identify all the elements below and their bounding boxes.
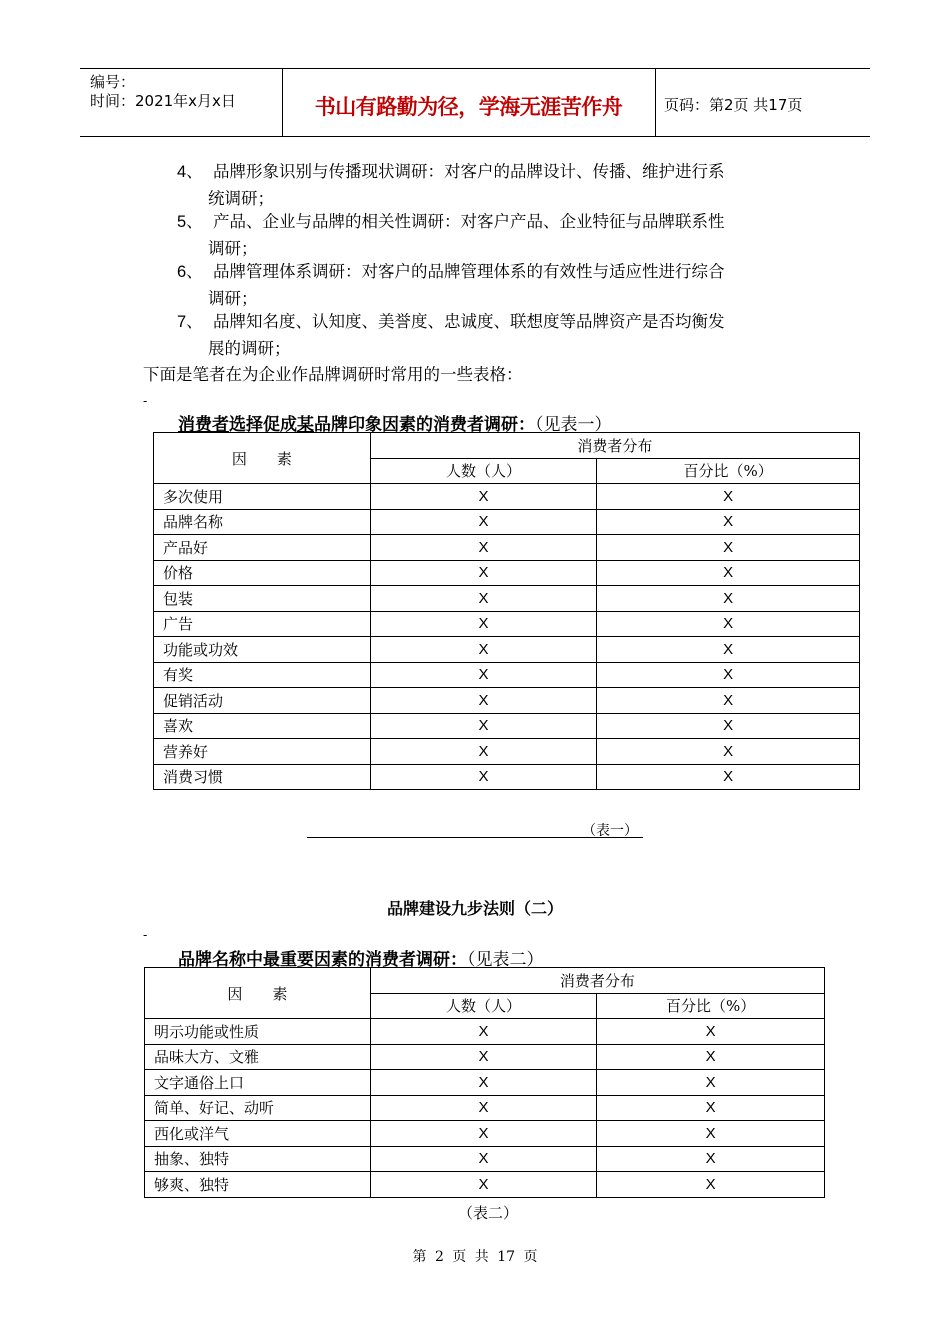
table-row xyxy=(145,1019,825,1045)
list-item-text: 品牌知名度、认知度、美誉度、忠诚度、联想度等品牌资产是否均衡发 xyxy=(213,312,725,331)
table-row xyxy=(145,1044,825,1070)
factor-cell: 明示功能或性质 xyxy=(145,1019,371,1045)
table-row xyxy=(154,739,860,765)
factor-cell: 功能或功效 xyxy=(154,637,371,663)
table-row xyxy=(154,586,860,612)
table1 xyxy=(153,432,860,790)
factor-cell: 品牌名称 xyxy=(154,509,371,535)
factor-cell: 有奖 xyxy=(154,662,371,688)
percent-cell: X xyxy=(597,688,860,714)
table2 xyxy=(144,967,825,1198)
list-item xyxy=(177,309,725,335)
count-cell: X xyxy=(370,1070,597,1096)
section-title: 品牌建设九步法则（二） xyxy=(386,899,563,918)
count-cell: X xyxy=(370,1019,597,1045)
table-row xyxy=(145,1146,825,1172)
table-row xyxy=(145,1070,825,1096)
header-top-rule xyxy=(80,68,870,69)
factor-cell: 品味大方、文雅 xyxy=(145,1044,371,1070)
dash-marker: - xyxy=(143,927,148,942)
factor-cell: 广告 xyxy=(154,611,371,637)
list-item-text: 产品、企业与品牌的相关性调研：对客户产品、企业特征与品牌联系性 xyxy=(213,212,725,231)
list-item xyxy=(177,209,725,235)
factor-cell: 营养好 xyxy=(154,739,371,765)
list-item-continuation: 统调研； xyxy=(208,189,274,208)
percent-cell: X xyxy=(597,739,860,765)
percent-cell: X xyxy=(597,484,860,510)
distribution-header: 消费者分布 xyxy=(370,433,859,459)
count-cell: X xyxy=(370,637,597,663)
percent-header: 百分比（%） xyxy=(597,993,825,1019)
count-cell: X xyxy=(370,1146,597,1172)
list-item-continuation: 调研； xyxy=(208,289,258,308)
percent-cell: X xyxy=(597,713,860,739)
factor-cell: 价格 xyxy=(154,560,371,586)
count-cell: X xyxy=(370,611,597,637)
factor-cell: 喜欢 xyxy=(154,713,371,739)
table-row xyxy=(154,637,860,663)
percent-cell: X xyxy=(597,1019,825,1045)
list-item-continuation: 展的调研； xyxy=(208,339,291,358)
percent-cell: X xyxy=(597,1044,825,1070)
table1-caption-ref: （见表一） xyxy=(535,415,612,435)
count-cell: X xyxy=(370,1172,597,1198)
percent-header: 百分比（%） xyxy=(597,458,860,484)
count-cell: X xyxy=(370,1044,597,1070)
table2-label: （表二） xyxy=(458,1204,519,1222)
header-time-label: 时间：2021年x月x日 xyxy=(90,92,236,110)
table-row xyxy=(154,713,860,739)
table-row xyxy=(154,662,860,688)
count-cell: X xyxy=(370,764,597,790)
table-row xyxy=(154,688,860,714)
percent-cell: X xyxy=(597,662,860,688)
list-item-number: 5、 xyxy=(177,213,203,231)
percent-cell: X xyxy=(597,637,860,663)
factor-cell: 简单、好记、动听 xyxy=(145,1095,371,1121)
percent-cell: X xyxy=(597,1070,825,1096)
table1-caption-part: 选择促成 xyxy=(229,415,297,435)
count-cell: X xyxy=(370,560,597,586)
header-bottom-rule xyxy=(80,136,870,137)
header-divider-right xyxy=(655,68,656,136)
table-row xyxy=(154,535,860,561)
factor-cell: 包装 xyxy=(154,586,371,612)
table-row xyxy=(154,764,860,790)
table1-caption-part: 某 xyxy=(297,415,314,435)
table1-label: （表一） xyxy=(582,823,638,839)
percent-cell: X xyxy=(597,764,860,790)
intro-paragraph: 下面是笔者在为企业作品牌调研时常用的一些表格： xyxy=(143,365,523,384)
header-motto: 书山有路勤为径，学海无涯苦作舟 xyxy=(314,95,623,119)
count-cell: X xyxy=(370,688,597,714)
list-item-continuation: 调研； xyxy=(208,239,258,258)
table-row xyxy=(154,509,860,535)
count-cell: X xyxy=(370,484,597,510)
factor-cell: 多次使用 xyxy=(154,484,371,510)
list-item xyxy=(177,259,725,285)
page-footer: 第 2 页 共 17 页 xyxy=(412,1249,538,1265)
count-cell: X xyxy=(370,509,597,535)
header-code-label: 编号： xyxy=(90,73,136,91)
factor-cell: 促销活动 xyxy=(154,688,371,714)
factor-header: 因 素 xyxy=(145,968,371,1019)
dash-marker: - xyxy=(143,393,148,408)
table1-caption-part: 品牌印象因素的消费者调研： xyxy=(314,415,535,435)
table2-caption-text: 品牌名称中最重要因素的消费者调研： xyxy=(178,950,467,970)
list-item-number: 6、 xyxy=(177,263,203,281)
count-cell: X xyxy=(370,662,597,688)
count-cell: X xyxy=(370,1121,597,1147)
count-cell: X xyxy=(370,586,597,612)
table-row xyxy=(145,1121,825,1147)
factor-cell: 西化或洋气 xyxy=(145,1121,371,1147)
list-item-text: 品牌管理体系调研：对客户的品牌管理体系的有效性与适应性进行综合 xyxy=(213,262,725,281)
distribution-header: 消费者分布 xyxy=(370,968,824,994)
factor-cell: 抽象、独特 xyxy=(145,1146,371,1172)
table-row xyxy=(145,1095,825,1121)
count-cell: X xyxy=(370,535,597,561)
list-item-text: 品牌形象识别与传播现状调研：对客户的品牌设计、传播、维护进行系 xyxy=(213,162,725,181)
header-page-label: 页码：第2页 共17页 xyxy=(664,96,803,114)
table-header-row xyxy=(154,433,860,459)
table2-caption-ref: （见表二） xyxy=(467,950,544,970)
table-row xyxy=(154,484,860,510)
factor-header: 因 素 xyxy=(154,433,371,484)
list-item xyxy=(177,159,725,185)
count-cell: X xyxy=(370,739,597,765)
percent-cell: X xyxy=(597,509,860,535)
percent-cell: X xyxy=(597,1172,825,1198)
percent-cell: X xyxy=(597,1095,825,1121)
factor-cell: 够爽、独特 xyxy=(145,1172,371,1198)
percent-cell: X xyxy=(597,611,860,637)
percent-cell: X xyxy=(597,586,860,612)
percent-cell: X xyxy=(597,1121,825,1147)
count-cell: X xyxy=(370,713,597,739)
list-item-number: 7、 xyxy=(177,313,203,331)
table-header-row xyxy=(145,968,825,994)
count-header: 人数（人） xyxy=(370,458,597,484)
table-row xyxy=(154,560,860,586)
table-row xyxy=(145,1172,825,1198)
factor-cell: 文字通俗上口 xyxy=(145,1070,371,1096)
count-cell: X xyxy=(370,1095,597,1121)
factor-cell: 产品好 xyxy=(154,535,371,561)
table1-caption-part: 消费者 xyxy=(178,415,229,435)
count-header: 人数（人） xyxy=(370,993,597,1019)
table-row xyxy=(154,611,860,637)
percent-cell: X xyxy=(597,1146,825,1172)
list-item-number: 4、 xyxy=(177,163,203,181)
factor-cell: 消费习惯 xyxy=(154,764,371,790)
percent-cell: X xyxy=(597,535,860,561)
percent-cell: X xyxy=(597,560,860,586)
